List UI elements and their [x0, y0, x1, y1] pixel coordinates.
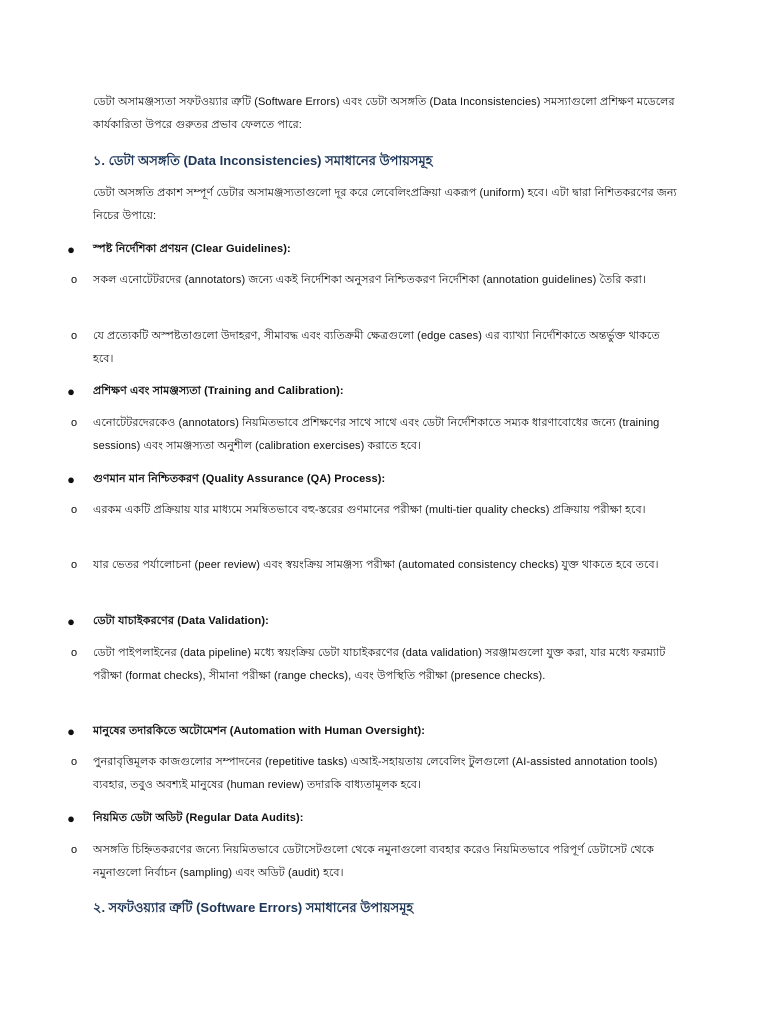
- bullet-circle-icon: o: [70, 844, 78, 856]
- bullet-disc-icon: ●: [67, 811, 75, 826]
- bullet-circle-icon: o: [70, 417, 78, 429]
- list-item-text: ডেটা যাচাইকরণের (Data Validation):: [93, 615, 269, 627]
- list-item-text: ডেটা পাইপলাইনের (data pipeline) মধ্যে স্বয়ংক্রিয় ডেটা যাচাইকরণের (data validation) সরঞ্জামগুলো যুক্ত করা, যার মধ্যে ফরম্যাট পরীক্ষা (format checks), সীমানা পরীক্ষা (range checks), এবং উপস্থিতি পরীক্ষা (presence checks).: [93, 647, 666, 682]
- list-item-text: এরকম একটি প্রক্রিয়ায় যার মাধ্যমে সমন্বিতভাবে বহু-স্তরের গুণমানের পরীক্ষা (multi-tier quality checks) প্রক্রিয়ায় পরীক্ষা হবে।: [93, 504, 646, 516]
- list-item-text: গুণমান মান নিশ্চিতকরণ (Quality Assurance (QA) Process):: [93, 473, 386, 485]
- bullet-circle-icon: o: [70, 330, 78, 342]
- bullet-circle-icon: o: [70, 756, 78, 768]
- bullet-disc-icon: ●: [67, 724, 75, 739]
- bullet-disc-icon: ●: [67, 384, 75, 399]
- list-item-text: প্রশিক্ষণ এবং সামঞ্জস্যতা (Training and Calibration):: [93, 385, 344, 397]
- list-item-text: যে প্রত্যেকটি অস্পষ্টতাগুলো উদাহরণ, সীমাবদ্ধ এবং ব্যতিক্রমী ক্ষেত্রগুলো (edge cases) এর ব্যাখ্যা নির্দেশিকাতে অন্তর্ভুক্ত থাকতে হবে।: [93, 330, 660, 365]
- section-heading-2: ২. সফটওয়্যার ত্রুটি (Software Errors) সমাধানের উপায়সমূহ: [93, 900, 414, 915]
- bullet-disc-icon: ●: [67, 242, 75, 257]
- list-item-text: পুনরাবৃত্তিমূলক কাজগুলোর সম্পাদনের (repetitive tasks) এআই-সহায়তায় লেবেলিং টুলগুলো (AI-assisted annotation tools) ব্যবহার, তবুও অবশ্যই মানুষের (human review) তদারকি বাধ্যতামূলক হবে।: [93, 756, 658, 791]
- section-1-intro: ডেটা অসঙ্গতি প্রকাশ সম্পূর্ণ ডেটার অসামঞ্জস্যতাগুলো দূর করে লেবেলিংপ্রক্রিয়া একরূপ (uniform) হবে। এটা দ্বারা নিশিতকরণের জন্য নিচের উপায়ে:: [93, 187, 677, 222]
- list-item-text: সকল এনোটেটরদের (annotators) জন্যে একই নির্দেশিকা অনুসরণ নিশ্চিতকরণ নির্দেশিকা (annotation guidelines) তৈরি করা।: [93, 274, 646, 286]
- bullet-disc-icon: ●: [67, 472, 75, 487]
- list-item-text: মানুষের তদারকিতে অটোমেশন (Automation with Human Oversight):: [93, 725, 426, 737]
- bullet-circle-icon: o: [70, 504, 78, 516]
- intro-paragraph: ডেটা অসামঞ্জস্যতা সফটওয়্যার ত্রুটি (Software Errors) এবং ডেটা অসঙ্গতি (Data Inconsistencies) সমস্যাগুলো প্রশিক্ষণ মডেলের কার্যকারিতা উপরে গুরুতর প্রভাব ফেলতে পারে:: [93, 96, 675, 131]
- list-item-text: এনোটেটরদেরকেও (annotators) নিয়মিতভাবে প্রশিক্ষণের সাথে সাথে এবং ডেটা নির্দেশিকাতে সম্যক ধারণাবোধের জন্যে (training sessions) এবং সামঞ্জস্যতা অনুশীল (calibration exercises) করাতে হবে।: [93, 417, 660, 452]
- list-item-text: অসঙ্গতি চিহ্নিতকরণের জন্যে নিয়মিতভাবে ডেটাসেটগুলো থেকে নমুনাগুলো ব্যবহার করেও নিয়মিতভাবে পরিপূর্ণ ডেটাসেট থেকে নমুনাগুলো নির্বাচন (sampling) এবং অডিট (audit) হবে।: [93, 844, 654, 879]
- bullet-disc-icon: ●: [67, 614, 75, 629]
- list-item-text: স্পষ্ট নির্দেশিকা প্রণয়ন (Clear Guidelines):: [93, 243, 291, 255]
- list-item-text: নিয়মিত ডেটা অডিট (Regular Data Audits):: [93, 812, 304, 824]
- list-item-text: যার ভেতর পর্যালোচনা (peer review) এবং স্বয়ংক্রিয় সামঞ্জস্য পরীক্ষা (automated consistency checks) যুক্ত থাকতে হবে তবে।: [93, 559, 659, 571]
- bullet-circle-icon: o: [70, 274, 78, 286]
- section-heading-1: ১. ডেটা অসঙ্গতি (Data Inconsistencies) সমাধানের উপায়সমূহ: [93, 153, 433, 168]
- bullet-circle-icon: o: [70, 559, 78, 571]
- bullet-circle-icon: o: [70, 647, 78, 659]
